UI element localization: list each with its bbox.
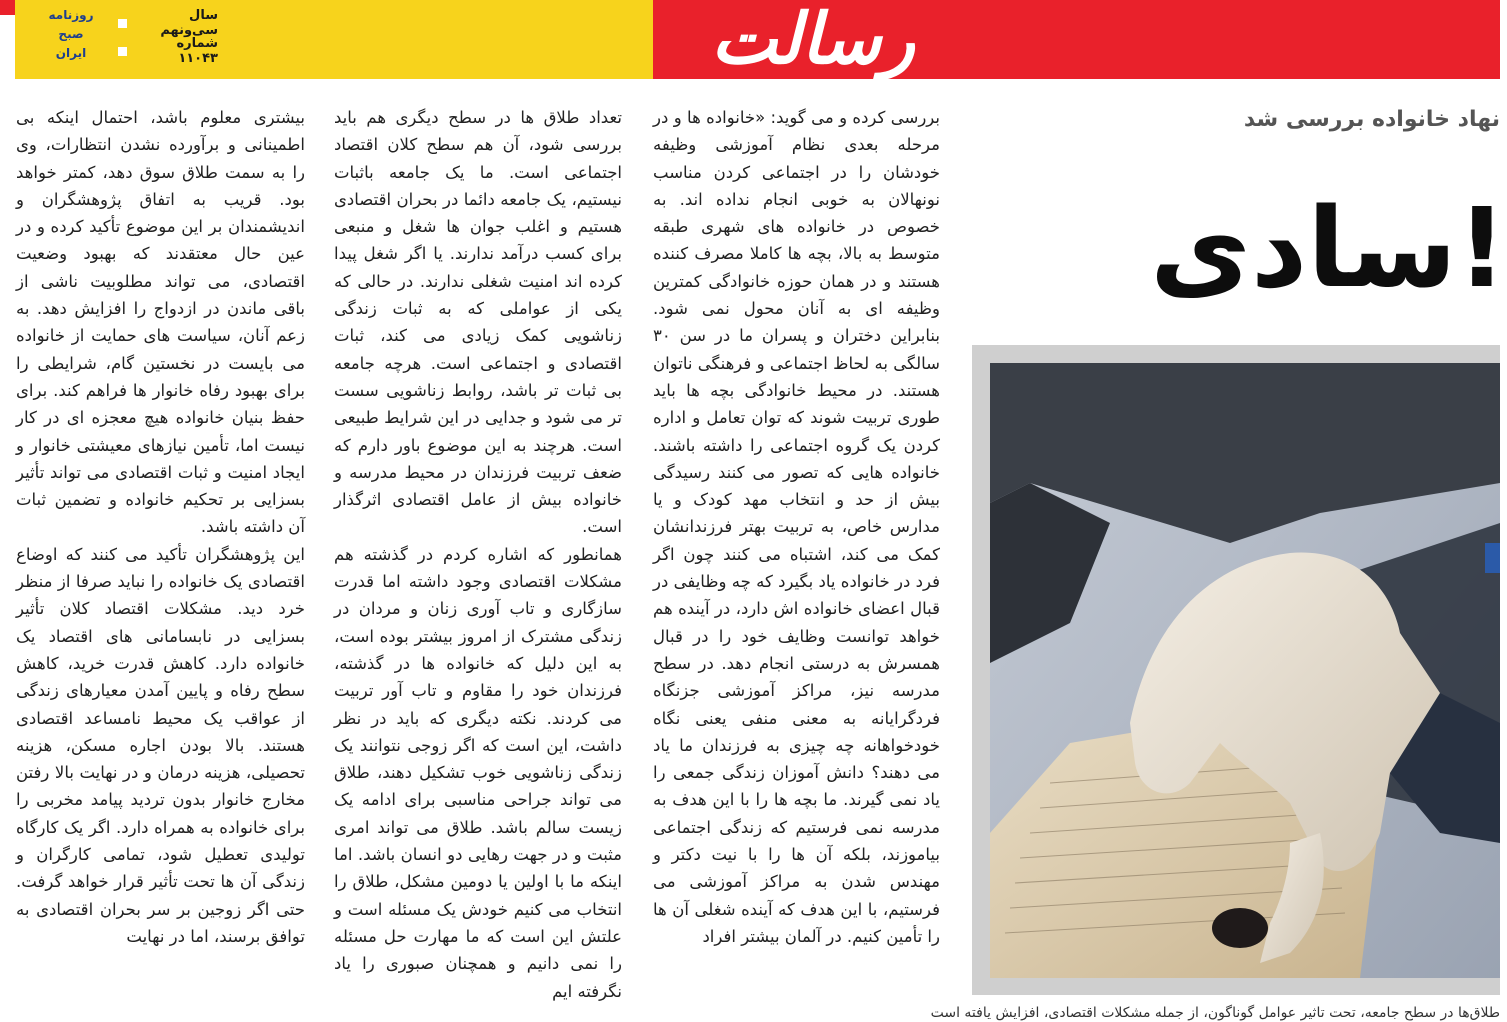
column-paragraph: بررسی کرده و می گوید: «خانواده ها و در مرحله بعدی نظام آموزشی وظیفه خودشان را در اجتماعی کردن مناسب نونهالان به خوبی انجام نداده اند. به خصوص در خانواده های شهری طبقه متوسط به بالا، بچه ها کاملا مصرف کننده هستند و در همان حوزه خانوادگی کمترین وظیفه ای به آنان محول نمی شود. بنابراین دختران و پسران ما در سن ۳۰ سالگی به لحاظ اجتماعی و فرهنگی ناتوان هستند. در محیط خانوادگی بچه ها باید طوری تربیت شوند که توان تعامل و اداره کردن یک گروه اجتماعی را داشته باشند. خانواده هایی که تصور می کنند رسیدگی بیش از حد و انتخاب مهد کودک و یا مدارس خاص، به تربیت بهتر فرزندانشان کمک می کند، اشتباه می کنند چون اگر فرد در خانواده یاد بگیرد که چه وظایفی در قبال اعضای خانواده اش دارد، در آینده هم خواهد توانست وظایف خود را در قبال همسرش به درستی انجام دهد. در سطح مدرسه نیز، مراکز آموزشی جزنگاه فردگرایانه به معنی منفی یعنی نگاه خودخواهانه چه چیزی به فرزندان ما یاد می دهند؟ دانش آموزان زندگی جمعی را یاد نمی گیرند. ما بچه ها را با این هدف به مدرسه نمی فرستیم که زندگی اجتماعی بیاموزند، بلکه آن ها را با نیت دکتر و مهندس شدن به مراکز آموزشی می فرستیم، با این هدف که آینده شغلی آن ها را تأمین کنیم. در آلمان بیشتر افراد [653, 108, 940, 946]
issue-number: شماره ۱۱۰۴۳ [176, 36, 218, 66]
newspaper-logo: رسالت [711, 0, 915, 80]
paper-name-line: روزنامه [48, 8, 94, 22]
column-paragraph: این پژوهشگران تأکید می کنند که اوضاع اقتصادی یک خانواده را نباید صرفا از منظر خرد دید. مشکلات اقتصاد کلان تأثیر بسزایی در نابسامانی های اقتصاد یک خانواده دارد. کاهش قدرت خرید، کاهش سطح رفاه و پایین آمدن معیارهای زندگی از عواقب یک محیط نامساعد اقتصادی هستند. بالا بودن اجاره مسکن، هزینه تحصیلی، هزینه درمان و در نهایت بالا رفتن مخارج خانوار بدون تردید پیامد مخربی را برای خانواده به همراه دارد. اگر یک کارگاه تولیدی تعطیل شود، تمامی کارگران و زندگی آن ها تحت تأثیر قرار خواهد گرفت. حتی اگر زوجین بر سر بحران اقتصادی به توافق برسند، اما در نهایت [16, 544, 305, 946]
bullet-square-icon [118, 19, 127, 28]
article-headline: سادی! [1150, 184, 1507, 312]
column-paragraph: همانطور که اشاره کردم در گذشته هم مشکلات اقتصادی وجود داشته اما قدرت سازگاری و تاب آوری زنان و مردان در زندگی مشترک از امروز بیشتر بوده است، به این دلیل که خانواده ها در گذشته، فرزندان خود را مقاوم و تاب آور تربیت می کردند. نکته دیگری که باید در نظر داشت، این است که اگر زوجی نتوانند یک زندگی زناشویی خوب تشکیل دهند، طلاق می تواند جراحی مناسبی برای ادامه یک زیست سالم باشد. طلاق می تواند امری مثبت و در جهت رهایی دو انسان باشد. اما اینکه ما با اولین یا دومین مشکل، طلاق را انتخاب می کنیم خودش یک مسئله است و علتش این است که ما مهارت حل مسئله را نمی دانیم و همچنان صبوری را یاد نگرفته ایم [334, 544, 622, 1001]
article-photo [990, 363, 1500, 978]
masthead-yellow-band [15, 0, 655, 79]
year-label: سال سی‌ونهم [160, 8, 218, 38]
paper-name-mark [40, 6, 102, 62]
paper-name-line: ایران [55, 46, 87, 60]
photo-caption: طلاق‌ها در سطح جامعه، تحت تاثیر عوامل گوناگون، از جمله مشکلات اقتصادی، افزایش یافته است [930, 1005, 1500, 1021]
article-kicker: نهاد خانواده بررسی شد [1243, 107, 1500, 132]
paper-name-line: صبح [58, 27, 84, 41]
column-paragraph: بیشتری معلوم باشد، احتمال اینکه بی اطمینانی و برآورده نشدن انتظارات، وی را به سمت طلاق سوق دهد، کمتر خواهد بود. قریب به اتفاق پژوهشگران و اندیشمندان بر این موضوع تأکید کرده و در عین حال معتقدند که بهبود وضعیت اقتصادی، می تواند مطلوبیت ناشی از باقی ماندن در ازدواج را افزایش دهد. به زعم آنان، سیاست های حمایت از خانواده می بایست در نخستین گام، شرایطی را برای بهبود رفاه خانوار ها فراهم کند. برای حفظ بنیان خانواده هیچ معجزه ای در کار نیست اما، تأمین نیازهای معیشتی خانوار و ایجاد امنیت و ثبات اقتصادی می تواند تأثیر بسزایی بر تحکیم خانواده و تضمین ثبات آن داشته باشد. [16, 108, 305, 537]
article-column-1 [653, 104, 940, 1021]
corner-color-mark [0, 0, 15, 15]
gloved-hand-fingerprint-photo [990, 363, 1500, 978]
year-info [118, 8, 218, 38]
issue-info [118, 36, 218, 66]
column-paragraph: تعداد طلاق ها در سطح دیگری هم باید بررسی شود، آن هم سطح کلان اقتصاد اجتماعی است. ما یک جامعه باثبات نیستیم، یک جامعه دائما در بحران اقتصادی هستیم و اغلب جوان ها شغل و منبعی برای کسب درآمد ندارند. یا اگر شغل پیدا کرده اند امنیت شغلی ندارند. در حالی که یکی از عواملی که به ثبات زندگی زناشویی کمک زیادی می کند، ثبات اقتصادی و اجتماعی است. هرچه جامعه بی ثبات تر باشد، روابط زناشویی سست تر می شود و جدایی در این شرایط طبیعی است. هرچند به این موضوع باور دارم که ضعف تربیت فرزندان در محیط مدرسه و خانواده بیش از عامل اقتصادی اثرگذار است. [334, 108, 622, 537]
article-column-3 [16, 104, 305, 1021]
article-column-2 [334, 104, 622, 1021]
bullet-square-icon [118, 47, 127, 56]
